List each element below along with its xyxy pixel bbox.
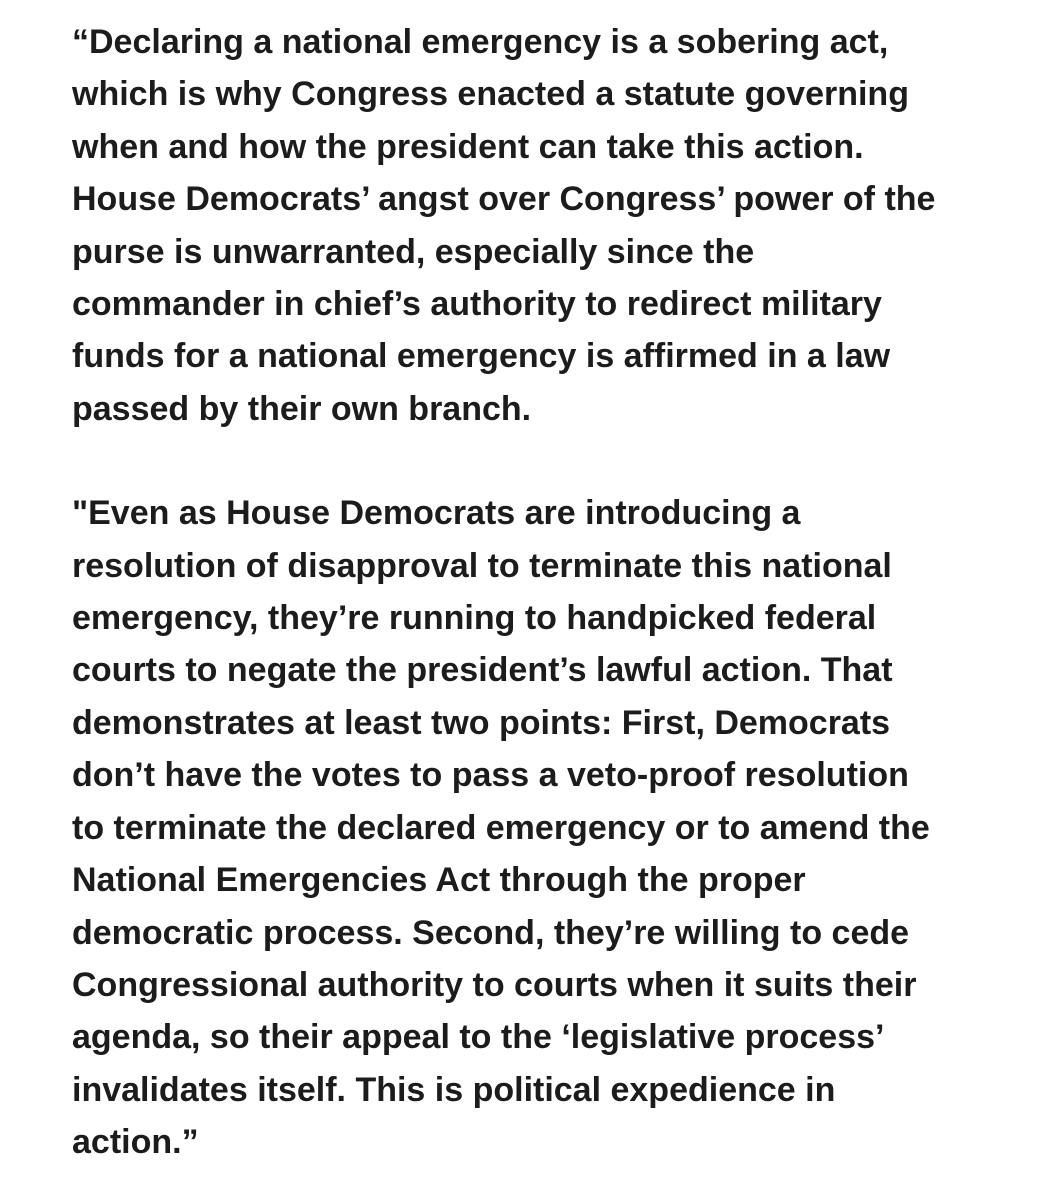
- text-line: "Even as House Democrats are introducing a: [72, 494, 801, 533]
- text-line: action.”: [72, 1123, 199, 1162]
- text-line: “Declaring a national emergency is a sobering act,: [72, 23, 889, 61]
- quote-paragraph-1: [72, 16, 1032, 435]
- text-line: resolution of disapproval to terminate this national: [72, 546, 892, 585]
- text-line: House Democrats’ angst over Congress’ power of the: [72, 180, 936, 219]
- text-line: demonstrates at least two points: First, Democrats: [72, 703, 891, 742]
- text-line: invalidates itself. This is political expedience in: [72, 1070, 836, 1109]
- quote-paragraph-2: [72, 487, 1032, 1168]
- text-line: National Emergencies Act through the proper: [72, 861, 806, 900]
- text-line: emergency, they’re running to handpicked federal: [72, 599, 877, 638]
- text-line: which is why Congress enacted a statute governing: [72, 75, 909, 114]
- text-line: funds for a national emergency is affirmed in a law: [72, 337, 891, 376]
- text-line: purse is unwarranted, especially since the: [72, 232, 755, 271]
- text-line: don’t have the votes to pass a veto-proof resolution: [72, 756, 909, 795]
- text-line: passed by their own branch.: [72, 389, 532, 428]
- text-line: to terminate the declared emergency or to amend the: [72, 808, 930, 847]
- text-line: Congressional authority to courts when it suits their: [72, 965, 917, 1004]
- text-line: when and how the president can take this action.: [72, 127, 864, 166]
- text-line: agenda, so their appeal to the ‘legislative process’: [72, 1018, 885, 1057]
- text-line: courts to negate the president’s lawful action. That: [72, 651, 893, 690]
- text-line: commander in chief’s authority to redirect military: [72, 285, 882, 324]
- text-line: democratic process. Second, they’re willing to cede: [72, 913, 910, 952]
- quote-document: [72, 16, 1032, 1169]
